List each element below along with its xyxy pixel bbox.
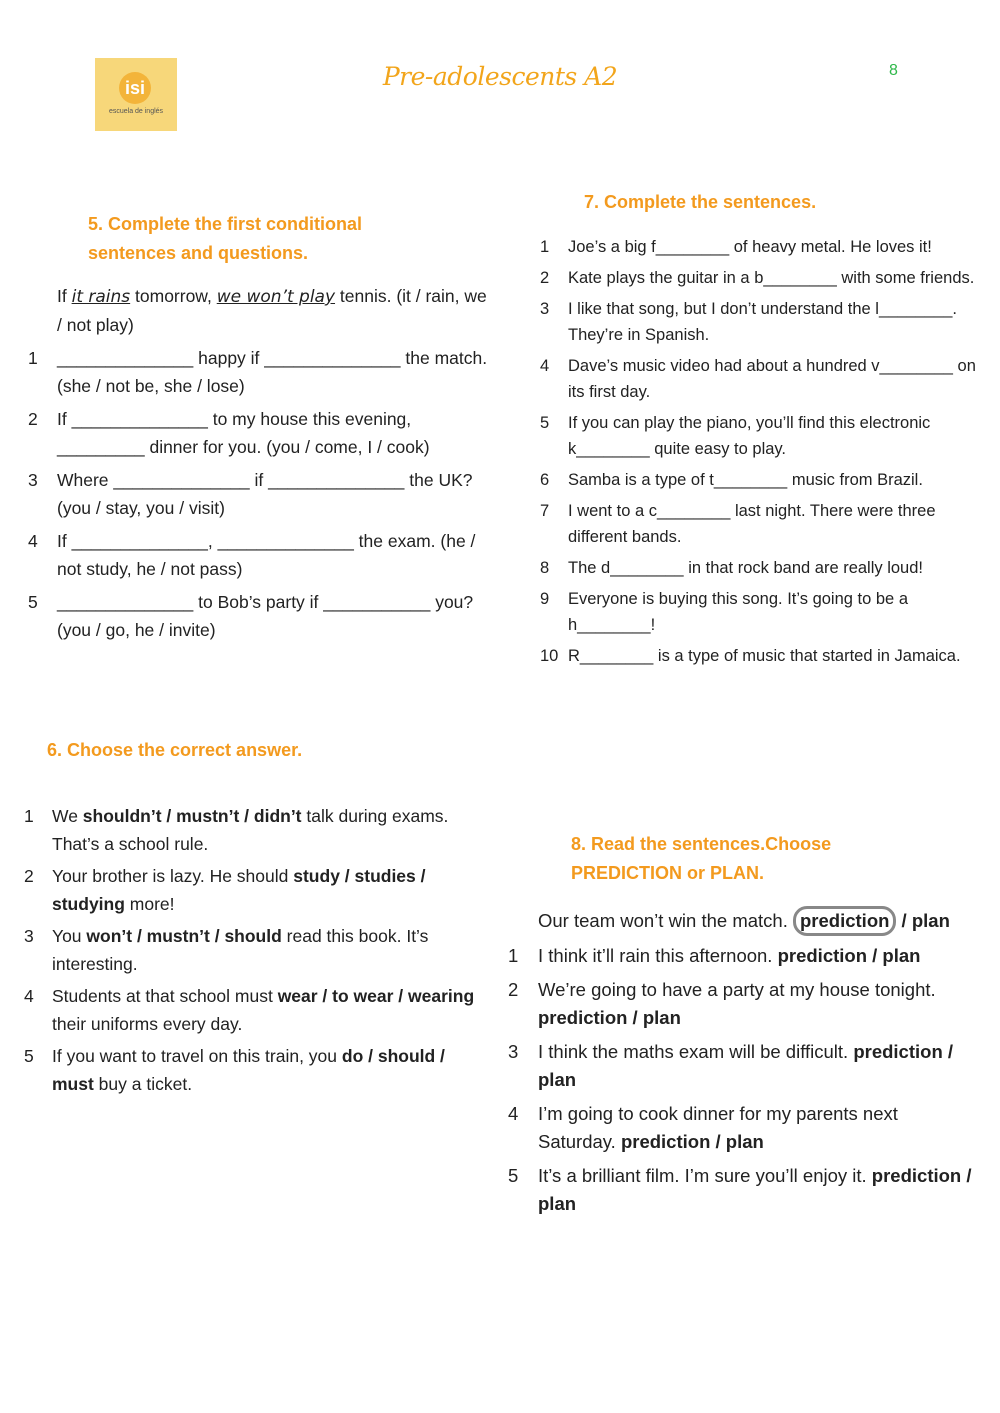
item-number: 7 bbox=[540, 502, 550, 520]
ex7-item bbox=[540, 296, 980, 348]
item-text: If ______________, ______________ the exam. (he / not study, he / not pass) bbox=[57, 531, 476, 579]
item-number: 5 bbox=[508, 1165, 519, 1186]
item-number: 10 bbox=[540, 647, 559, 665]
ex8-item bbox=[508, 1038, 978, 1094]
ex8-item bbox=[508, 942, 978, 970]
item-text: Dave’s music video had about a hundred v________ on its first day. bbox=[568, 357, 976, 401]
ex7-sentences bbox=[540, 234, 980, 674]
item-text: Where ______________ if ______________ the UK? (you / stay, you / visit) bbox=[57, 470, 473, 518]
item-number: 4 bbox=[28, 531, 38, 551]
item-number: 4 bbox=[24, 986, 34, 1006]
item-text: ______________ happy if ______________ the match. (she / not be, she / lose) bbox=[57, 348, 488, 396]
ex5-example-text: tennis. (it / rain, we / not play) bbox=[57, 286, 487, 335]
ex7-item bbox=[540, 586, 980, 638]
ex7-item bbox=[540, 353, 980, 405]
answer-options: prediction / plan bbox=[538, 1007, 681, 1028]
page-number: 8 bbox=[889, 62, 898, 79]
ex5-item bbox=[28, 527, 488, 583]
ex6-item bbox=[24, 862, 479, 918]
item-number: 9 bbox=[540, 590, 550, 608]
item-number: 2 bbox=[28, 409, 38, 429]
ex5-item bbox=[28, 405, 488, 461]
ex8-heading bbox=[571, 830, 831, 888]
item-text: It’s a brilliant film. I’m sure you’ll enjoy it. bbox=[538, 1165, 872, 1186]
ex6-heading: 6. Choose the correct answer. bbox=[47, 740, 303, 760]
ex5-heading-line2: sentences and questions. bbox=[88, 243, 309, 263]
ex7-item bbox=[540, 467, 980, 493]
ex6-item bbox=[24, 802, 479, 858]
ex7-item bbox=[540, 234, 980, 260]
ex7-heading: 7. Complete the sentences. bbox=[584, 192, 817, 212]
ex5-example-text: tomorrow, bbox=[130, 286, 217, 306]
ex8-sentences bbox=[508, 906, 978, 1224]
ex5-item bbox=[28, 588, 488, 644]
logo-subtext: escuela de inglés bbox=[108, 108, 164, 115]
item-text: Students at that school must bbox=[52, 986, 278, 1006]
ex5-example-answer: it rains bbox=[71, 287, 131, 307]
item-text: ______________ to Bob’s party if ___________ you? (you / go, he / invite) bbox=[57, 592, 474, 640]
worksheet-title: Pre-adolescents A2 bbox=[382, 62, 618, 91]
item-number: 8 bbox=[540, 559, 550, 577]
item-number: 2 bbox=[540, 269, 550, 287]
logo-mark: isi bbox=[119, 72, 151, 104]
item-text: Our team won’t win the match. bbox=[538, 910, 793, 931]
ex5-item bbox=[28, 466, 488, 522]
ex8-item bbox=[508, 1162, 978, 1218]
item-number: 3 bbox=[28, 470, 38, 490]
item-text: Your brother is lazy. He should bbox=[52, 866, 294, 886]
item-text: buy a ticket. bbox=[93, 1074, 193, 1094]
answer-options: wear / to wear / wearing bbox=[277, 986, 475, 1006]
ex7-item bbox=[540, 643, 980, 669]
item-text: I like that song, but I don’t understand the l________. They’re in Spanish. bbox=[568, 300, 957, 344]
item-number: 1 bbox=[508, 945, 519, 966]
item-text: If ______________ to my house this evening, _________ dinner for you. (you / come, I / cook) bbox=[57, 409, 430, 457]
item-text: You bbox=[52, 926, 87, 946]
ex8-heading-line1: 8. Read the sentences.Choose bbox=[571, 834, 832, 854]
item-text: I went to a c________ last night. There were three different bands. bbox=[568, 502, 936, 546]
item-text: If you want to travel on this train, you bbox=[52, 1046, 342, 1066]
answer-options: prediction / plan bbox=[620, 1131, 764, 1152]
ex6-item bbox=[24, 1042, 479, 1098]
item-number: 5 bbox=[24, 1046, 34, 1066]
item-text: Kate plays the guitar in a b________ with some friends. bbox=[568, 269, 975, 287]
item-number: 1 bbox=[540, 238, 550, 256]
ex5-heading bbox=[88, 210, 362, 268]
item-number: 4 bbox=[508, 1103, 519, 1124]
ex5-example bbox=[28, 282, 488, 339]
item-number: 3 bbox=[508, 1041, 519, 1062]
ex7-item bbox=[540, 555, 980, 581]
item-text: The d________ in that rock band are really loud! bbox=[568, 559, 923, 577]
ex6-item bbox=[24, 922, 479, 978]
item-text: more! bbox=[124, 894, 175, 914]
item-text: Joe’s a big f________ of heavy metal. He loves it! bbox=[568, 238, 932, 256]
ex5-example-answer: we won’t play bbox=[216, 287, 336, 307]
item-number: 5 bbox=[28, 592, 38, 612]
ex8-item bbox=[508, 1100, 978, 1156]
answer-options: / plan bbox=[896, 910, 950, 931]
ex8-item bbox=[508, 976, 978, 1032]
ex6-sentences bbox=[24, 802, 479, 1102]
ex8-heading-line2: PREDICTION or PLAN. bbox=[571, 863, 765, 883]
ex7-item bbox=[540, 410, 980, 462]
answer-options: study / studies / studying bbox=[52, 866, 426, 914]
ex5-heading-line1: 5. Complete the first conditional bbox=[88, 214, 363, 234]
item-number: 2 bbox=[508, 979, 519, 1000]
item-text: Samba is a type of t________ music from Brazil. bbox=[568, 471, 923, 489]
school-logo bbox=[95, 58, 177, 131]
ex7-item bbox=[540, 265, 980, 291]
item-number: 2 bbox=[24, 866, 34, 886]
item-text: Everyone is buying this song. It’s going to be a h________! bbox=[568, 590, 908, 634]
item-text: read this book. It’s interesting. bbox=[52, 926, 429, 974]
item-text: I’m going to cook dinner for my parents next Saturday. bbox=[538, 1103, 898, 1152]
ex5-example-text: If bbox=[57, 286, 72, 306]
item-text: talk during exams. That’s a school rule. bbox=[52, 806, 449, 854]
ex5-item bbox=[28, 344, 488, 400]
item-text: If you can play the piano, you’ll find this electronic k________ quite easy to play. bbox=[568, 414, 931, 458]
item-number: 6 bbox=[540, 471, 550, 489]
item-number: 1 bbox=[24, 806, 34, 826]
item-number: 1 bbox=[28, 348, 38, 368]
answer-options: do / should / must bbox=[52, 1046, 445, 1094]
item-text: I think it’ll rain this afternoon. bbox=[538, 945, 778, 966]
item-number: 5 bbox=[540, 414, 550, 432]
item-text: their uniforms every day. bbox=[52, 1014, 243, 1034]
answer-options: prediction / plan bbox=[777, 945, 921, 966]
item-number: 3 bbox=[24, 926, 34, 946]
item-text: I think the maths exam will be difficult. bbox=[538, 1041, 854, 1062]
answer-options: prediction / plan bbox=[538, 1165, 972, 1214]
ex7-item bbox=[540, 498, 980, 550]
item-text: We bbox=[52, 806, 83, 826]
item-number: 4 bbox=[540, 357, 550, 375]
answer-options: won’t / mustn’t / should bbox=[86, 926, 282, 946]
item-text: We’re going to have a party at my house tonight. bbox=[538, 979, 936, 1000]
item-number: 3 bbox=[540, 300, 550, 318]
item-text: R________ is a type of music that started in Jamaica. bbox=[568, 647, 961, 665]
ex5-sentences bbox=[28, 282, 488, 649]
circled-answer: prediction bbox=[793, 906, 896, 936]
ex8-example bbox=[508, 906, 978, 936]
answer-options: shouldn’t / mustn’t / didn’t bbox=[82, 806, 302, 826]
ex6-item bbox=[24, 982, 479, 1038]
answer-options: prediction / plan bbox=[538, 1041, 954, 1090]
